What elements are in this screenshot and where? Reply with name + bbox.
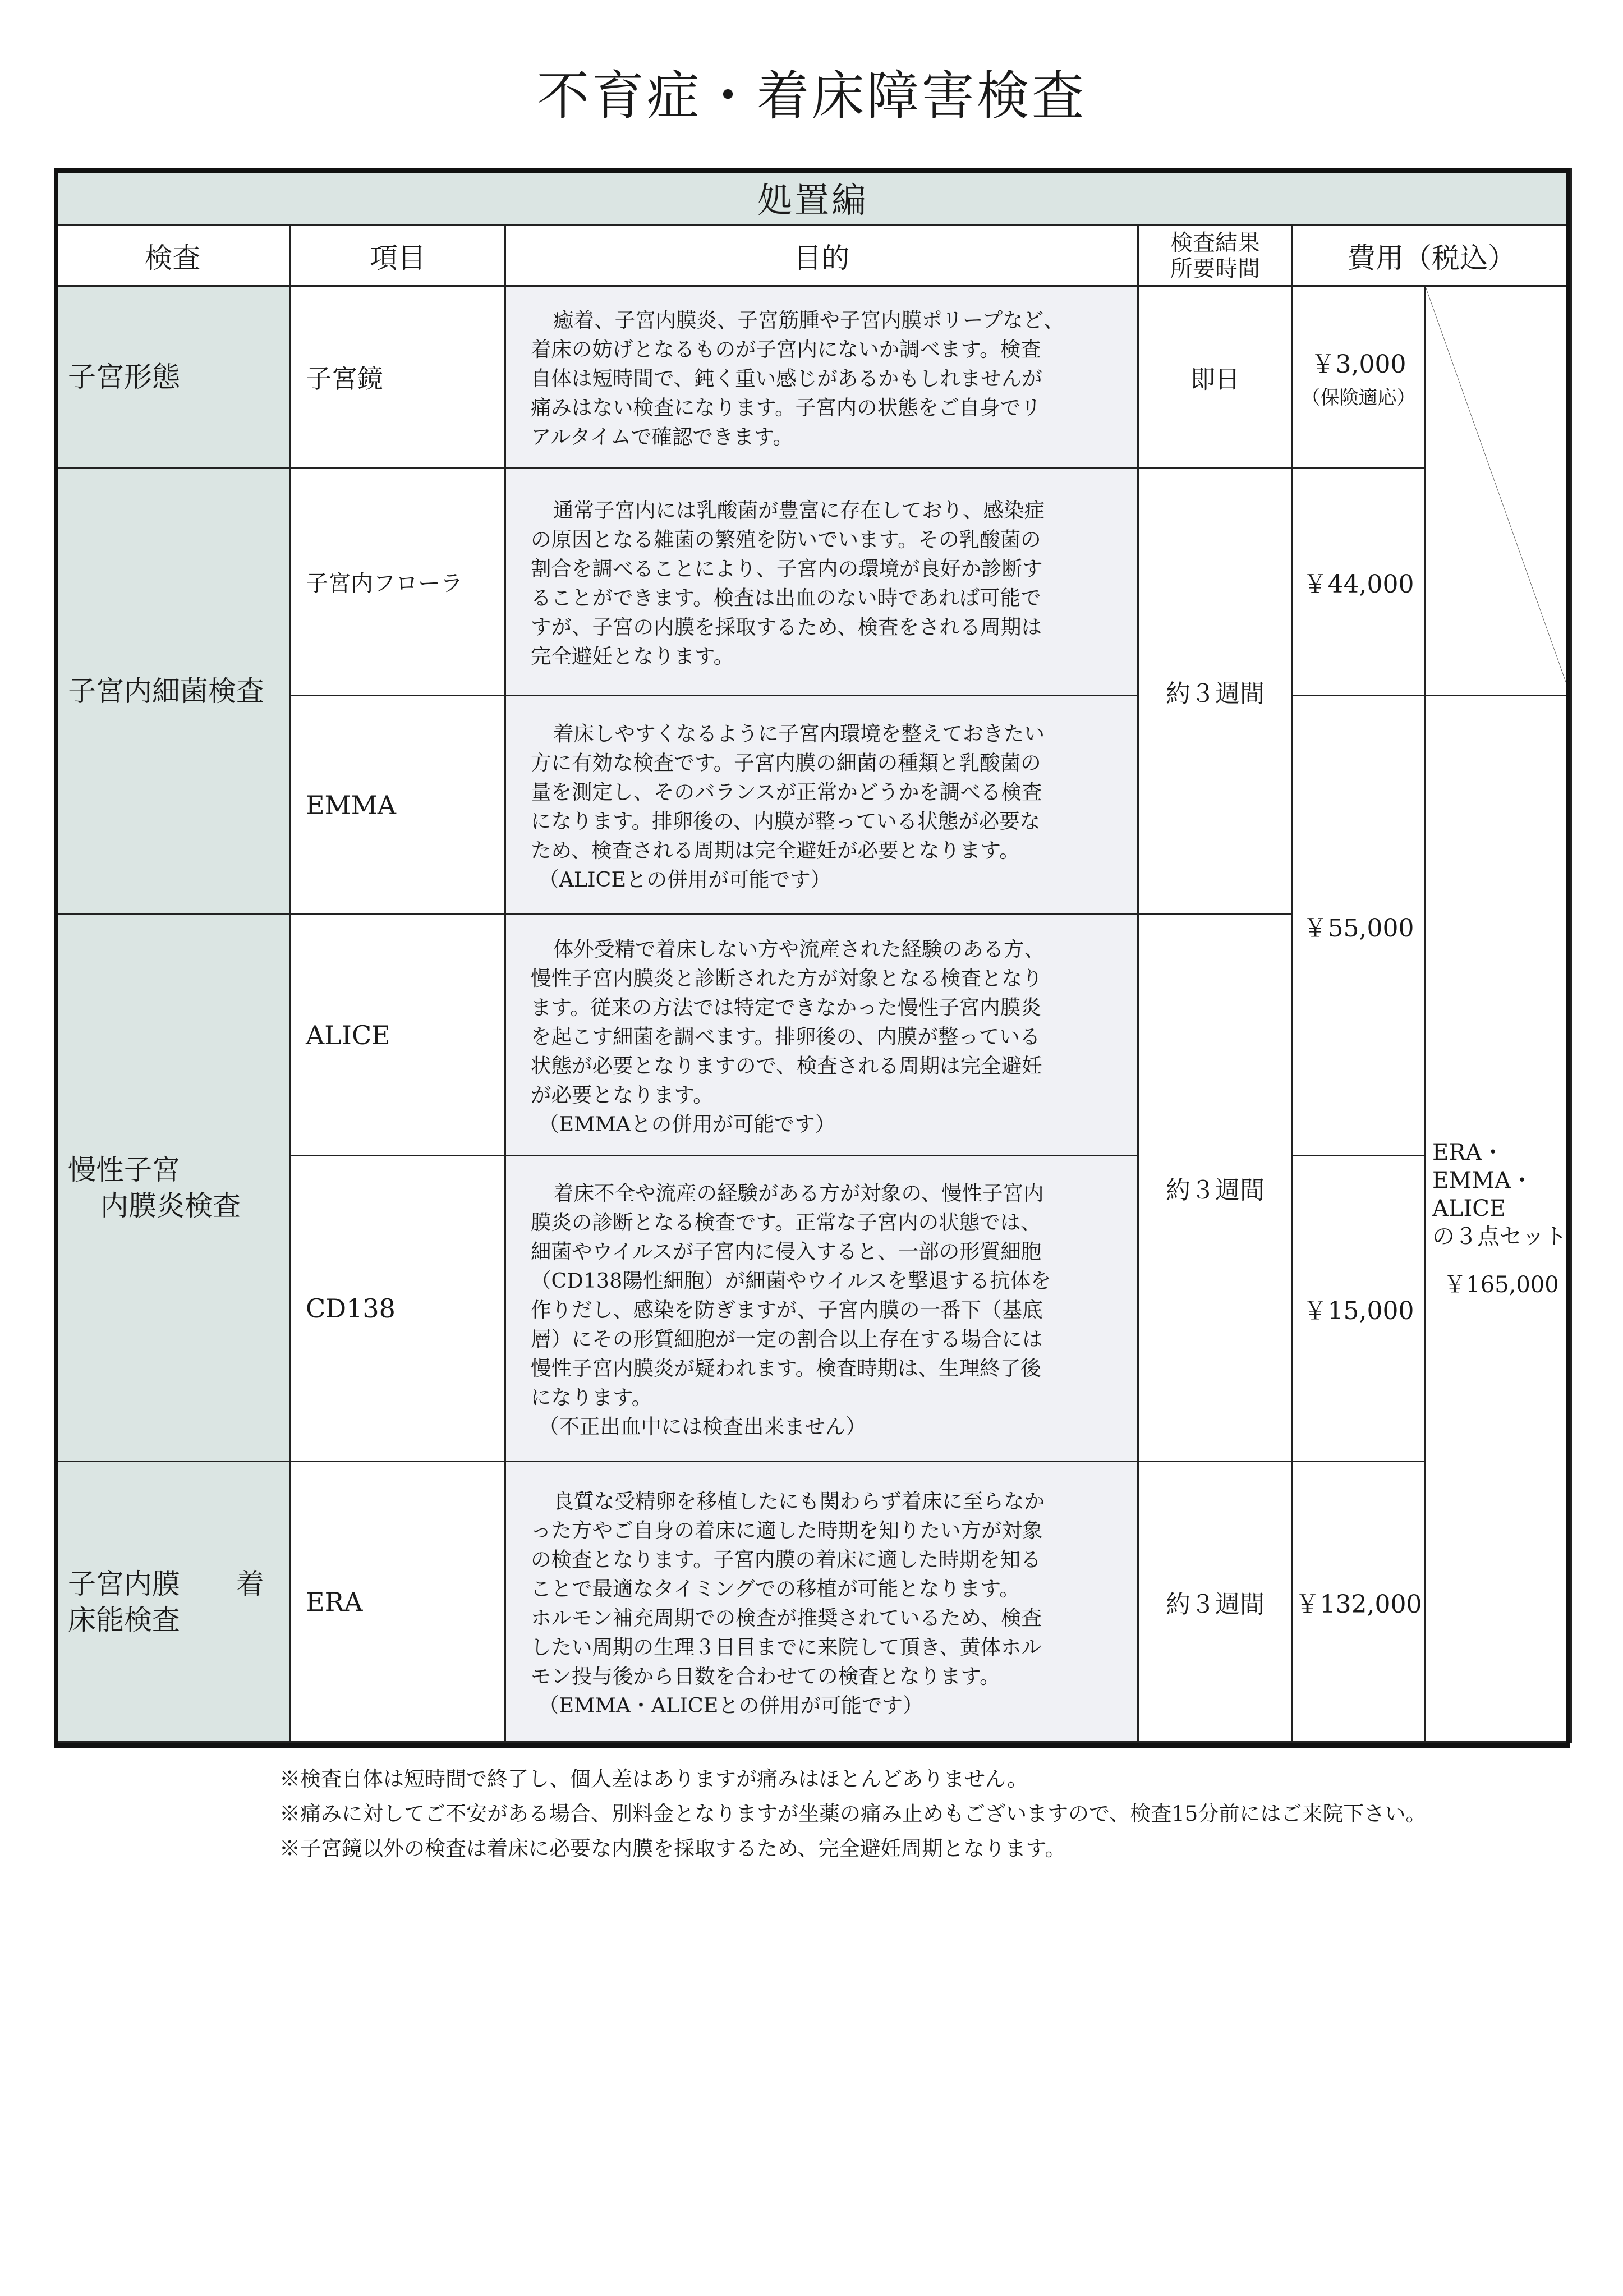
desc-line: 作りだし、感染を防ぎますが、子宮内膜の一番下（基底 (531, 1298, 1043, 1322)
desc-line: 良質な受精卵を移植したにも関わらず着床に至らなか (553, 1489, 1045, 1513)
price-cd138: ￥15,000 (1293, 1156, 1425, 1462)
category-line: 内膜炎検査 (100, 1190, 241, 1222)
set-price: ￥165,000 (1443, 1272, 1559, 1298)
desc-line: 通常子宮内には乳酸菌が豊富に存在しており、感染症 (553, 498, 1045, 522)
price-emma-alice: ￥55,000 (1293, 696, 1425, 1156)
desc-line: 体外受精で着床しない方や流産された経験のある方、 (553, 936, 1045, 961)
footnotes (279, 1762, 1426, 1866)
desc-line: ます。従来の方法では特定できなかった慢性子宮内膜炎 (531, 995, 1041, 1020)
desc-line: 層）にその形質細胞が一定の割合以上存在する場合には (531, 1327, 1043, 1351)
set-line: ERA・ (1432, 1140, 1505, 1165)
item-flora: 子宮内フローラ (291, 468, 505, 696)
desc-line: ホルモン補充周期での検査が推奨されているため、検査 (531, 1605, 1042, 1630)
desc-line: 膜炎の診断となる検査です。正常な子宮内の状態では、 (531, 1210, 1041, 1234)
desc-line: ることができます。検査は出血のない時であれば可能で (531, 585, 1041, 610)
item-alice: ALICE (291, 915, 505, 1156)
price-value: ￥3,000 (1311, 350, 1406, 379)
desc-line: 割合を調べることにより、子宮内の環境が良好か診断す (531, 556, 1043, 581)
item-emma: EMMA (291, 696, 505, 915)
category-uterine-shape: 子宮形態 (55, 286, 291, 468)
desc-line: 着床不全や流産の経験がある方が対象の、慢性子宮内 (553, 1181, 1044, 1205)
header-purpose: 目的 (505, 226, 1138, 286)
desc-line: モン投与後から日数を合わせての検査となります。 (531, 1664, 1000, 1688)
footnote: ※子宮鏡以外の検査は着床に必要な内膜を採取するため、完全避妊周期となります。 (279, 1836, 1066, 1861)
desc-line: アルタイムで確認できます。 (531, 424, 793, 449)
time-bacteria: 約３週間 (1138, 468, 1293, 915)
section-title: 処置編 (55, 169, 1571, 226)
set-line: の３点セット (1432, 1224, 1567, 1250)
set-line: ALICE (1432, 1196, 1506, 1222)
price-era: ￥132,000 (1293, 1462, 1425, 1742)
desc-line: 量を測定し、そのバランスが正常かどうかを調べる検査 (531, 779, 1042, 804)
time-era: 約３週間 (1138, 1462, 1293, 1742)
desc-note: （不正出血中には検査出来ません） (539, 1415, 866, 1439)
desc-line: 方に有効な検査です。子宮内膜の細菌の種類と乳酸菌の (531, 750, 1041, 775)
footnote: ※検査自体は短時間で終了し、個人差はありますが痛みはほとんどありません。 (279, 1767, 1028, 1791)
category-line: 子宮内膜 着 (68, 1567, 264, 1600)
category-line: 慢性子宮 (68, 1154, 180, 1186)
set-line: EMMA・ (1432, 1168, 1533, 1193)
desc-line: 慢性子宮内膜炎と診断された方が対象となる検査となり (531, 966, 1043, 990)
category-bacteria: 子宮内細菌検査 (55, 468, 291, 915)
header-time-line2: 所要時間 (1170, 255, 1260, 282)
desc-line: すが、子宮の内膜を採取するため、検査をされる周期は (531, 614, 1042, 639)
desc-note: （EMMA・ALICEとの併用が可能です） (539, 1693, 923, 1718)
time-hysteroscopy: 即日 (1138, 286, 1293, 468)
desc-line: になります。排卵後の、内膜が整っている状態が必要な (531, 809, 1041, 833)
desc-line: 状態が必要となりますので、検査される周期は完全避妊 (531, 1053, 1042, 1078)
desc-line: になります。 (531, 1385, 652, 1409)
desc-line: の検査となります。子宮内膜の着床に適した時期を知る (531, 1547, 1041, 1572)
page-title: 不育症・着床障害検査 (536, 66, 1087, 127)
desc-line: が必要となります。 (531, 1082, 714, 1107)
header-time-line1: 検査結果 (1170, 229, 1260, 256)
header-exam: 検査 (55, 226, 291, 286)
desc-line: したい周期の生理３日目までに来院して頂き、黄体ホル (531, 1634, 1042, 1659)
header-item: 項目 (291, 226, 505, 286)
desc-line: 痛みはない検査になります。子宮内の状態をご自身でリ (531, 395, 1041, 420)
desc-line: （CD138陽性細胞）が細菌やウイルスを撃退する抗体を (531, 1269, 1051, 1293)
time-endometritis: 約３週間 (1138, 915, 1293, 1462)
table-outer-border (54, 168, 1570, 1748)
footnote: ※痛みに対してご不安がある場合、別料金となりますが坐薬の痛み止めもございますので、検査15分前にはご来院下さい。 (279, 1802, 1427, 1826)
desc-line: 慢性子宮内膜炎が疑われます。検査時期は、生理終了後 (531, 1356, 1041, 1380)
item-hysteroscopy: 子宮鏡 (291, 286, 505, 468)
desc-line: ため、検査される周期は完全避妊が必要となります。 (531, 838, 1020, 862)
desc-note: （EMMAとの併用が可能です） (539, 1112, 836, 1136)
price-flora: ￥44,000 (1293, 468, 1425, 696)
desc-line: ことで最適なタイミングでの移植が可能となります。 (531, 1576, 1020, 1601)
desc-note: （ALICEとの併用が可能です） (539, 867, 831, 892)
desc-line: 自体は短時間で、鈍く重い感じがあるかもしれませんが (531, 366, 1042, 391)
desc-line: った方やご自身の着床に適した時期を知りたい方が対象 (531, 1518, 1043, 1542)
price-note: （保険適応） (1301, 387, 1416, 409)
desc-line: 着床の妨げとなるものが子宮内にないか調べます。検査 (531, 337, 1041, 361)
desc-line: 着床しやすくなるように子宮内環境を整えておきたい (553, 721, 1045, 746)
desc-line: 完全避妊となります。 (531, 644, 734, 668)
item-era: ERA (291, 1462, 505, 1742)
desc-line: 細菌やウイルスが子宮内に侵入すると、一部の形質細胞 (531, 1239, 1042, 1264)
desc-line: 癒着、子宮内膜炎、子宮筋腫や子宮内膜ポリープなど、 (553, 307, 1064, 332)
header-cost: 費用（税込） (1293, 226, 1571, 286)
desc-line: を起こす細菌を調べます。排卵後の、内膜が整っている (531, 1024, 1041, 1049)
desc-line: の原因となる雑菌の繁殖を防いでいます。その乳酸菌の (531, 527, 1041, 552)
category-line: 床能検査 (68, 1603, 180, 1636)
item-cd138: CD138 (291, 1156, 505, 1462)
